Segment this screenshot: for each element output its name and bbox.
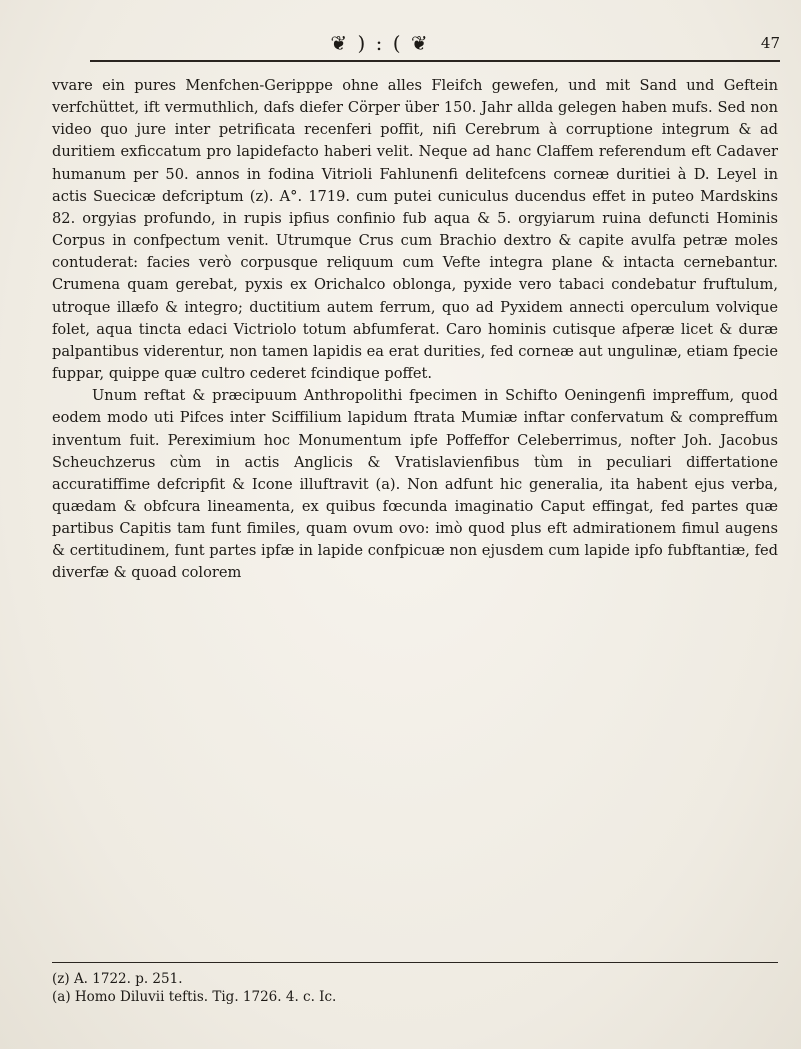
running-header xyxy=(90,28,780,68)
paragraph-2: Unum reftat & præcipuum Anthropolithi fpecimen in Schifto Oeningenfi impreffum, quod eodem modo uti Pifces inter Sciffilium lapidum ftrata Mumiæ inftar confervatum & compreffum inventum fuit. Pereximium hoc Monumentum ipfe Poffeffor Celeberrimus, nofter Joh. Jacobus Scheuchzerus cùm in actis Anglicis & Vratislavienfibus tùm in peculiari differtatione accuratiffime defcripfit & Icone illuftravit (a). Non adfunt hic generalia, ita habent ejus verba, quædam & obfcura lineamenta, ex quibus fœcunda imaginatio Caput effingat, fed partes quæ partibus Capitis tam funt fimiles, quam ovum ovo: imò quod plus eft admirationem fimul augens & certitudinem, funt partes ipfæ in lapide confpicuæ non ejusdem cum lapide ipfo fubftantiæ, fed diverfæ & quoad colorem xyxy=(52,387,778,582)
main-text xyxy=(52,75,778,585)
footnote-a: (a) Homo Diluvii teftis. Tig. 1726. 4. c. Ic. xyxy=(52,989,337,1005)
footnotes xyxy=(52,970,778,1006)
header-rule xyxy=(90,60,780,62)
footnote-rule xyxy=(52,962,778,963)
header-ornament: ❦ ) : ( ❦ xyxy=(330,31,430,55)
footnote-z: (z) A. 1722. p. 251. xyxy=(52,971,183,987)
paragraph-1: vvare ein pures Menfchen-Geripppe ohne alles Fleifch gewefen, und mit Sand und Geftein verfchüttet, ift vermuthlich, dafs diefer Cörper über 150. Jahr allda gelegen haben mufs. Sed non video quo jure inter petrificata recenferi poffit, nifi Cerebrum à corruptione integrum & ad duritiem exficcatum pro lapidefacto haberi velit. Neque ad hanc Claffem referendum eft Cadaver humanum per 50. annos in fodina Vitrioli Fahlunenfi delitefcens corneæ duritiei à D. Leyel in actis Suecicæ defcriptum (z). A°. 1719. cum putei cuniculus ducendus effet in puteo Mardskins 82. orgyias profundo, in rupis ipfius confinio fub aqua & 5. orgyiarum ruina defuncti Hominis Corpus in confpectum venit. Utrumque Crus cum Brachio dextro & capite avulfa petræ moles contuderat: facies verò corpusque reliquum cum Vefte integra plane & intacta cernebantur. Crumena quam gerebat, pyxis ex Orichalco oblonga, pyxide vero tabaci condebatur fruftulum, utroque illæfo & integro; ductitium autem ferrum, quo ad Pyxidem annecti operculum volvique folet, aqua tincta edaci Victriolo totum abfumferat. Caro hominis cutisque afperæ licet & duræ palpantibus viderentur, non tamen lapidis ea erat durities, fed corneæ aut ungulinæ, etiam fpecie fuppar, quippe quæ cultro cederet fcindique poffet. xyxy=(52,77,778,383)
page-number: 47 xyxy=(760,34,780,52)
